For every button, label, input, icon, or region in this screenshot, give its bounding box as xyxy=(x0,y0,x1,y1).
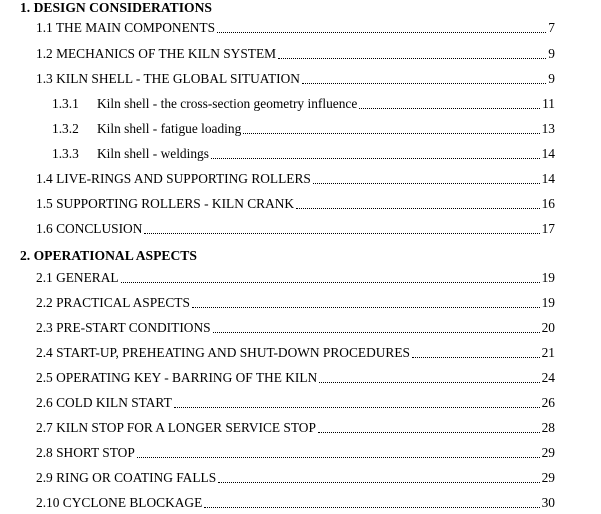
toc-entry-page: 20 xyxy=(541,320,555,335)
dot-leader xyxy=(318,432,540,433)
toc-entry-title: 1.4 LIVE-RINGS AND SUPPORTING ROLLERS xyxy=(36,171,311,186)
toc-entry-title: 2.10 CYCLONE BLOCKAGE xyxy=(36,495,203,510)
toc-entry-title: 2.5 OPERATING KEY - BARRING OF THE KILN xyxy=(36,370,318,385)
toc-entry-title: 1.1 THE MAIN COMPONENTS xyxy=(36,20,216,35)
toc-entry-title: Kiln shell - fatigue loading xyxy=(97,121,242,136)
toc-entry-number: 1.3.2 xyxy=(52,121,79,136)
toc-entry-title: 2.6 COLD KILN START xyxy=(36,395,172,410)
toc-subentry[interactable] xyxy=(52,140,555,162)
toc-entry[interactable] xyxy=(36,439,555,461)
toc-entry-page: 28 xyxy=(541,420,555,435)
toc-subentry[interactable] xyxy=(52,90,555,112)
toc-entry[interactable] xyxy=(36,215,555,237)
dot-leader xyxy=(359,108,540,109)
toc-entry-title: 2.7 KILN STOP FOR A LONGER SERVICE STOP xyxy=(36,420,316,435)
dot-leader xyxy=(319,382,539,383)
toc-entry[interactable] xyxy=(36,65,555,87)
toc-entry-title: 1.5 SUPPORTING ROLLERS - KILN CRANK xyxy=(36,196,295,211)
toc-entry-page: 17 xyxy=(541,221,555,236)
toc-entry-title: 1.6 CONCLUSION xyxy=(36,221,143,236)
toc-subentry[interactable] xyxy=(52,115,555,137)
dot-leader xyxy=(217,32,546,33)
toc-entry-title: 2.8 SHORT STOP xyxy=(36,445,135,460)
toc-entry-title: 2.4 START-UP, PREHEATING AND SHUT-DOWN PROCEDURES xyxy=(36,345,410,360)
dot-leader xyxy=(313,183,540,184)
toc-entry[interactable] xyxy=(36,364,555,386)
toc-entry-page: 13 xyxy=(541,121,555,136)
toc-entry[interactable] xyxy=(36,464,555,486)
toc-entry-page: 14 xyxy=(541,146,555,161)
toc-entry[interactable] xyxy=(36,339,555,361)
toc-entry-page: 26 xyxy=(541,395,555,410)
toc-entry-page: 11 xyxy=(542,96,555,111)
toc-entry-page: 30 xyxy=(541,495,555,510)
toc-entry-number: 1.3.3 xyxy=(52,146,79,161)
toc-entry-page: 9 xyxy=(548,71,555,86)
dot-leader xyxy=(412,357,540,358)
dot-leader xyxy=(278,58,546,59)
dot-leader xyxy=(144,233,539,234)
toc-entry-title: 2.2 PRACTICAL ASPECTS xyxy=(36,295,190,310)
toc-entry-number: 1.3.1 xyxy=(52,96,79,111)
dot-leader xyxy=(174,407,540,408)
section-heading-design-considerations: 1. DESIGN CONSIDERATIONS xyxy=(20,0,212,15)
toc-entry-page: 16 xyxy=(541,196,555,211)
toc-entry-page: 9 xyxy=(548,46,555,61)
toc-entry-page: 19 xyxy=(541,295,555,310)
toc-entry-title: 2.1 GENERAL xyxy=(36,270,119,285)
toc-entry-page: 14 xyxy=(541,171,555,186)
toc-entry[interactable] xyxy=(36,314,555,336)
toc-entry-page: 21 xyxy=(541,345,555,360)
dot-leader xyxy=(296,208,540,209)
toc-entry[interactable] xyxy=(36,14,555,36)
toc-entry[interactable] xyxy=(36,414,555,436)
toc-entry-title: 2.3 PRE-START CONDITIONS xyxy=(36,320,211,335)
toc-entry[interactable] xyxy=(36,489,555,511)
dot-leader xyxy=(121,282,540,283)
section-heading-operational-aspects: 2. OPERATIONAL ASPECTS xyxy=(20,248,197,263)
dot-leader xyxy=(192,307,540,308)
toc-entry-title: 1.2 MECHANICS OF THE KILN SYSTEM xyxy=(36,46,277,61)
toc-entry[interactable] xyxy=(36,289,555,311)
toc-entry-page: 29 xyxy=(541,470,555,485)
toc-entry[interactable] xyxy=(36,389,555,411)
dot-leader xyxy=(211,158,540,159)
dot-leader xyxy=(302,83,546,84)
toc-entry[interactable] xyxy=(36,190,555,212)
toc-entry-title: Kiln shell - the cross-section geometry influence xyxy=(97,96,358,111)
toc-entry[interactable] xyxy=(36,264,555,286)
toc-entry-page: 7 xyxy=(548,20,555,35)
dot-leader xyxy=(204,507,539,508)
toc-entry[interactable] xyxy=(36,165,555,187)
toc-entry-title: Kiln shell - weldings xyxy=(97,146,209,161)
dot-leader xyxy=(218,482,539,483)
toc-entry-page: 19 xyxy=(541,270,555,285)
toc-entry-title: 2.9 RING OR COATING FALLS xyxy=(36,470,217,485)
toc-entry-page: 29 xyxy=(541,445,555,460)
dot-leader xyxy=(243,133,539,134)
toc-entry[interactable] xyxy=(36,40,555,62)
toc-entry-page: 24 xyxy=(541,370,555,385)
dot-leader xyxy=(213,332,540,333)
dot-leader xyxy=(137,457,540,458)
toc-entry-title: 1.3 KILN SHELL - THE GLOBAL SITUATION xyxy=(36,71,300,86)
